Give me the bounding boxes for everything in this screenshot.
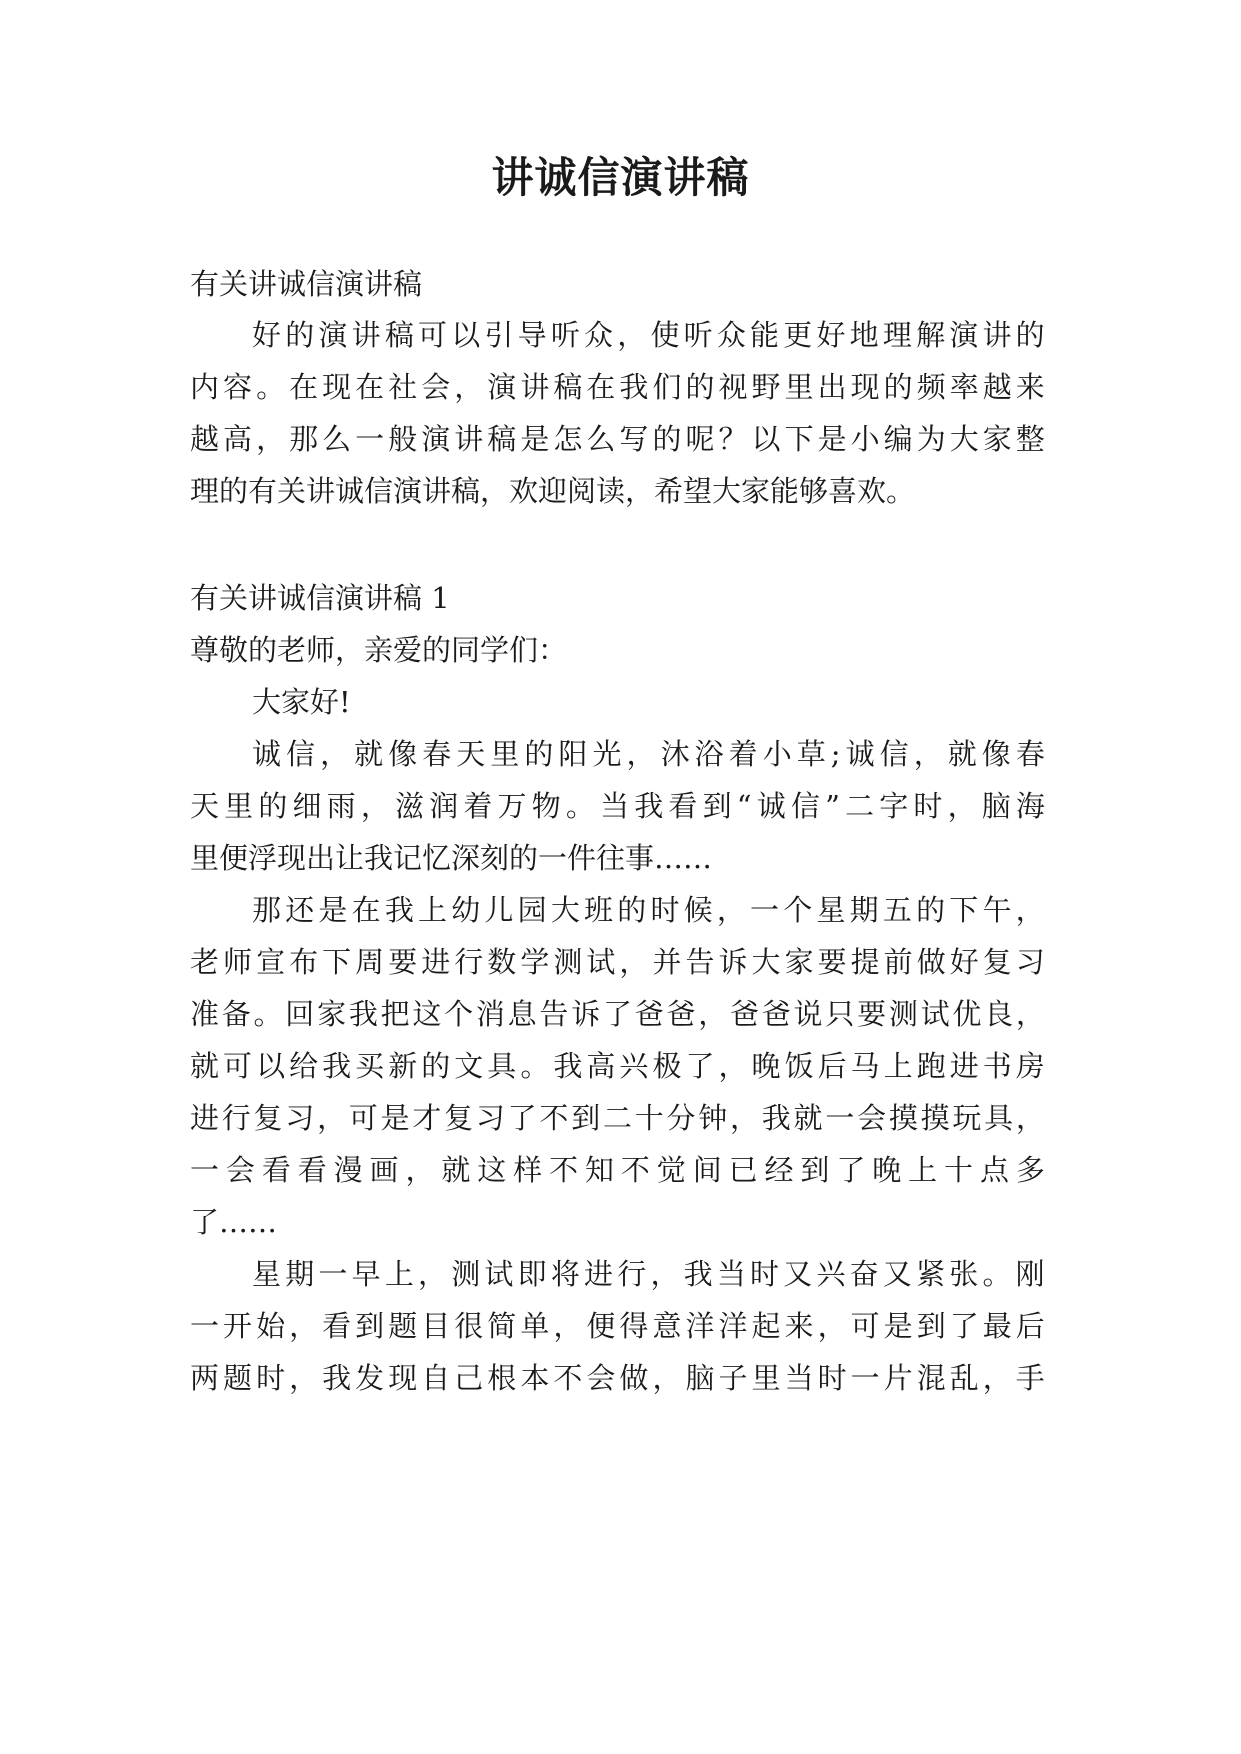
paragraph-line: 老 师 宣 布 下 周 要 进 行 数 学 测 试 ， 并 告 诉 大 家 要 提 前 做 好 复 习 [190, 945, 1045, 979]
section-heading: 有关讲诚信演讲稿 1 [190, 581, 450, 615]
greeting-line: 大家好! [252, 685, 351, 719]
paragraph-line: 了…… [190, 1205, 278, 1239]
paragraph-line: 理的有关讲诚信演讲稿，欢迎阅读，希望大家能够喜欢。 [190, 474, 916, 508]
paragraph-line: 越 高 ， 那 么 一 般 演 讲 稿 是 怎 么 写 的 呢 ？ 以 下 是 小 编 为 大 家 整 [190, 422, 1045, 456]
paragraph-line: 诚 信 ， 就 像 春 天 里 的 阳 光 ， 沐 浴 着 小 草 ; 诚 信 ， 就 像 春 [252, 737, 1045, 771]
paragraph-line: 准 备 。 回 家 我 把 这 个 消 息 告 诉 了 爸 爸 ， 爸 爸 说 只 要 测 试 优 良 ， [190, 997, 1045, 1031]
paragraph-line: 一 开 始 ， 看 到 题 目 很 简 单 ， 便 得 意 洋 洋 起 来 ， 可 是 到 了 最 后 [190, 1309, 1045, 1343]
paragraph-line: 星 期 一 早 上 ， 测 试 即 将 进 行 ， 我 当 时 又 兴 奋 又 紧 张 。 刚 [252, 1257, 1045, 1291]
paragraph-line: 里便浮现出让我记忆深刻的一件往事…… [190, 841, 713, 875]
document-title: 讲诚信演讲稿 [491, 153, 750, 202]
paragraph-line: 就 可 以 给 我 买 新 的 文 具 。 我 高 兴 极 了 ， 晚 饭 后 马 上 跑 进 书 房 [190, 1049, 1045, 1083]
paragraph-line: 那 还 是 在 我 上 幼 儿 园 大 班 的 时 候 ， 一 个 星 期 五 的 下 午 ， [252, 893, 1045, 927]
paragraph-line: 两 题 时 ， 我 发 现 自 己 根 本 不 会 做 ， 脑 子 里 当 时 一 片 混 乱 ， 手 [190, 1361, 1045, 1395]
paragraph-line: 一 会 看 看 漫 画 ， 就 这 样 不 知 不 觉 间 已 经 到 了 晚 上 十 点 多 [190, 1153, 1045, 1187]
paragraph-line: 好 的 演 讲 稿 可 以 引 导 听 众 ， 使 听 众 能 更 好 地 理 解 演 讲 的 [252, 318, 1045, 352]
subtitle-line: 有关讲诚信演讲稿 [190, 267, 423, 301]
salutation-line: 尊敬的老师，亲爱的同学们： [190, 633, 568, 667]
paragraph-line: 进 行 复 习 ， 可 是 才 复 习 了 不 到 二 十 分 钟 ， 我 就 一 会 摸 摸 玩 具 ， [190, 1101, 1045, 1135]
paragraph-line: 天 里 的 细 雨 ， 滋 润 着 万 物 。 当 我 看 到 “ 诚 信 ” 二 字 时 ， 脑 海 [190, 789, 1045, 823]
paragraph-line: 内 容 。 在 现 在 社 会 ， 演 讲 稿 在 我 们 的 视 野 里 出 现 的 频 率 越 来 [190, 370, 1045, 404]
